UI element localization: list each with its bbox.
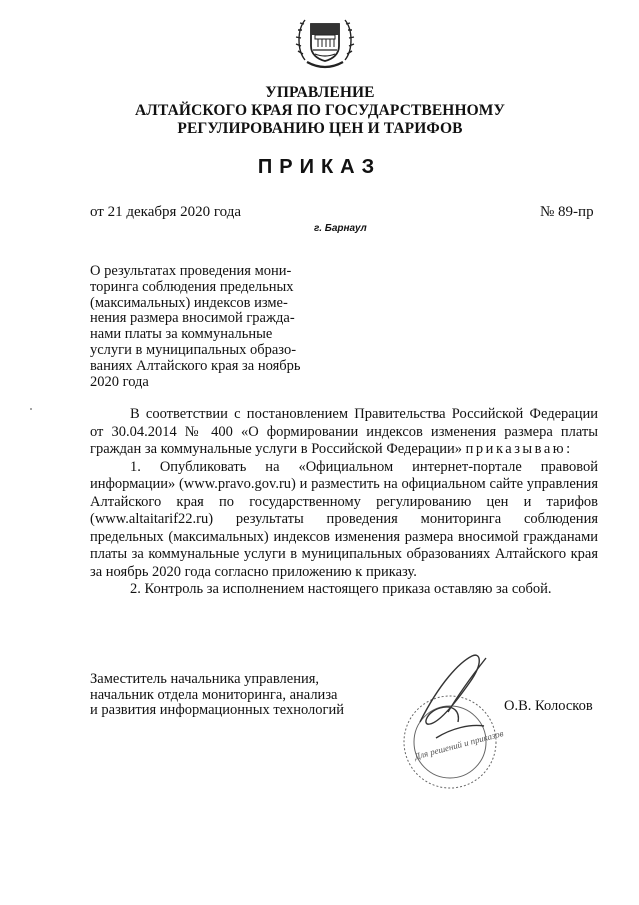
document-city: г. Барнаул xyxy=(314,223,367,234)
signatory-position xyxy=(90,672,344,719)
position-line: начальник отдела мониторинга, анализа xyxy=(90,686,338,703)
org-line: РЕГУЛИРОВАНИЮ ЦЕН И ТАРИФОВ xyxy=(177,120,463,137)
document-body xyxy=(90,406,598,599)
document-date: от 21 декабря 2020 года xyxy=(90,204,242,220)
document-type: ПРИКАЗ xyxy=(257,156,382,178)
subject-line: ваниях Алтайского края за ноябрь xyxy=(90,357,301,374)
subject-line: (максимальных) индексов изме- xyxy=(90,294,288,311)
subject-line: услуги в муниципальных образо- xyxy=(90,341,297,358)
org-line: УПРАВЛЕНИЕ xyxy=(265,84,375,101)
subject-line: 2020 года xyxy=(90,373,149,390)
document-subject xyxy=(90,264,312,390)
preamble-paragraph xyxy=(90,406,598,459)
subject-line: нения размера вносимой гражда- xyxy=(90,310,295,327)
organization-title xyxy=(90,84,550,138)
subject-line: О результатах проведения мони- xyxy=(90,263,292,279)
stamp-text: Для решений и приказов xyxy=(413,728,505,762)
scan-speck xyxy=(30,408,32,410)
subject-line: нами платы за коммунальные xyxy=(90,326,273,343)
document-number: № 89-пр xyxy=(540,204,594,220)
stamp-and-signature xyxy=(400,652,530,832)
coat-of-arms-icon xyxy=(291,10,359,76)
order-word: приказываю: xyxy=(465,441,573,457)
item-2-paragraph: 2. Контроль за исполнением настоящего приказа оставляю за собой. xyxy=(130,581,552,597)
preamble-text: В соответствии с постановлением Правительства Российской Федерации от 30.04.2014 № 400 «О формировании индексов изменения размера платы граждан за коммунальные услуги в Российской Федерации» xyxy=(90,406,598,457)
signatory-name: О.В. Колосков xyxy=(504,698,593,714)
subject-line: торинга соблюдения предельных xyxy=(90,278,294,295)
org-line: АЛТАЙСКОГО КРАЯ ПО ГОСУДАРСТВЕННОМУ xyxy=(135,102,505,119)
position-line: и развития информационных технологий xyxy=(90,702,345,718)
position-line: Заместитель начальника управления, xyxy=(90,671,320,687)
item-1-paragraph: 1. Опубликовать на «Официальном интернет-портале правовой информации» (www.pravo.gov.ru) и разместить на официальном сайте управления Алтайского края по государственному регулированию цен и тарифов (www.altaitarif22.ru) результаты проведения мониторинга соблюдения предельных (максимальных) индексов изменения размера вносимой гражданами платы за коммунальные услуги в муниципальных образованиях Алтайского края за ноябрь 2020 года согласно приложению к приказу. xyxy=(90,458,598,580)
